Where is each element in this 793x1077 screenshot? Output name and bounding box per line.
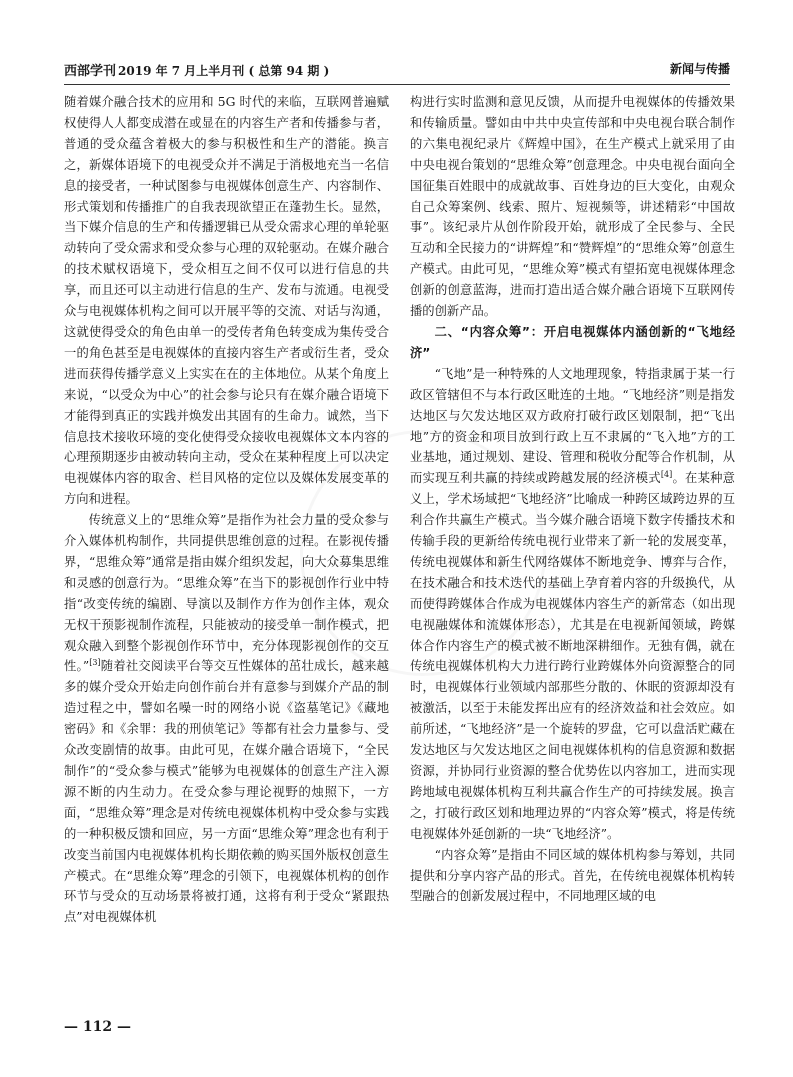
body-paragraph: 构进行实时监测和意见反馈，从而提升电视媒体的传播效果和传输质量。譬如由中共中央宣传部和中央电视台联合制作的六集电视纪录片《辉煌中国》，在生产模式上就采用了由中央电视台策划的“思维众筹”创意理念。中央电视台面向全国征集百姓眼中的成就故事、百姓身边的巨大变化，由观众自己众筹案例、线索、照片、短视频等，讲述精彩“中国故事”。该纪录片从创作阶段开始，就形成了全民参与、全民互动和全民接力的“讲辉煌”和“赞辉煌”的“思维众筹”创意生产模式。由此可见，“思维众筹”模式有望拓宽电视媒体理念创新的创意蓝海，进而打造出适合媒介融合语境下互联网传播的创新产品。 [410,95,735,319]
citation-ref: [4] [660,470,673,480]
header-divider [64,84,730,85]
body-paragraph: “内容众筹”是指由不同区域的媒体机构参与筹划，共同提供和分享内容产品的形式。首先，在传统电视媒体机构转型融合的创新发展过程中，不同地理区域的电 [410,847,735,904]
section-heading: 二、“内容众筹”：开启电视媒体内涵创新的“飞地经济” [410,324,735,360]
page-number: — 112 — [64,1019,131,1035]
citation-ref: [3] [89,658,101,668]
section-title: 新闻与传播 [669,62,730,76]
body-paragraph: 传统意义上的“思维众筹”是指作为社会力量的受众参与介入媒体机构制作，共同提供思维创意的过程。在影视传播界，“思维众筹”通常是指由媒介组织发起，向大众募集思维和灵感的创意行为。“思维众筹”在当下的影视创作行业中特指“改变传统的编剧、导演以及制作方作为创作主体，观众无权干预影视制作流程，只能被动的接受单一制作模式，把观众融入到整个影视创作环节中，充分体现影视创作的交互性。”[3]随着社交阅读平台等交互性媒体的茁壮成长，越来越多的媒介受众开始走向创作前台并有意参与到媒介产品的制造过程之中，譬如名噪一时的网络小说《盗墓笔记》《藏地密码》和《余罪：我的刑侦笔记》等都有社会力量参与、受众改变剧情的故事。由此可见，在媒介融合语境下，“全民制作”的“受众参与模式”能够为电视媒体的创意生产注入源源不断的内生动力。在受众参与理论视野的烛照下，一方面，“思维众筹”理念是对传统电视媒体机构中受众参与实践的一种积极反馈和回应，另一方面“思维众筹”理念也有利于改变当前国内电视媒体机构长期依赖的购买国外版权创意生产模式。在“思维众筹”理念的引领下，电视媒体机构的创作环节与受众的互动场景将被打通，这将有利于受众“紧跟热点”对电视媒体机 [64,513,389,925]
right-column [410,92,735,1057]
journal-logo: 西部学刊 [64,64,117,79]
issue-info: 2019 年 7 月上半月刊 ( 总第 94 期 ) [118,64,330,78]
body-paragraph: 随着媒介融合技术的应用和 5G 时代的来临，互联网普遍赋权使得人人都变成潜在或显在的内容生产者和传播参与者，普通的受众蕴含着极大的参与积极性和生产的潜能。换言之，新媒体语境下的电视受众并不满足于消极地充当一名信息的接受者，一种试图参与电视媒体创意生产、内容制作、形式策划和传播推广的自我表现欲望正在蓬勃生长。显然，当下媒介信息的生产和传播逻辑已从受众需求心理的单轮驱动转向了受众需求和受众参与心理的双轮驱动。在媒介融合的技术赋权语境下，受众相互之间不仅可以进行信息的共享，而且还可以主动进行信息的生产、发布与流通。电视受众与电视媒体机构之间可以开展平等的交流、对话与沟通，这就使得受众的角色由单一的受传者角色转变成为集传受合一的角色甚至是电视媒体的直接内容生产者或衍生者，受众进而获得传播学意义上实实在在的主体地位。从某个角度上来说，“以受众为中心”的社会参与论只有在媒介融合语境下才能得到真正的实践并焕发出其固有的生命力。诚然，当下信息技术接收环境的变化使得受众接收电视媒体文本内容的心理预期逐步由被动转向主动，受众在某种程度上可以决定电视媒体内容的取舍、栏目风格的定位以及媒体发展变革的方向和进程。 [64,95,389,507]
header-left [64,60,329,79]
left-column [64,92,389,1027]
body-paragraph: “飞地”是一种特殊的人文地理现象，特指隶属于某一行政区管辖但不与本行政区毗连的土地。“飞地经济”则是指发达地区与欠发达地区双方政府打破行政区划限制，把“飞出地”方的资金和项目放到行政上互不隶属的“飞入地”方的工业基地，通过规划、建设、管理和税收分配等合作机制，从而实现互利共赢的持续或跨越发展的经济模式[4]。在某种意义上，学术场域把“飞地经济”比喻成一种跨区域跨边界的互利合作共赢生产模式。当今媒介融合语境下数字传播技术和传输手段的更新给传统电视行业带来了新一轮的发展变革，传统电视媒体和新生代网络媒体不断地竞争、博弈与合作，在技术融合和技术迭代的基础上孕育着内容的升级换代，从而使得跨媒体合作成为电视媒体内容生产的新常态（如出现电视融媒体和流媒体形态），尤其是在电视新闻领域，跨媒体合作内容生产的模式被不断地深耕细作。无独有偶，就在传统电视媒体机构大力进行跨行业跨媒体外向资源整合的同时，电视媒体行业领域内部那些分散的、休眠的资源却没有被激活，以至于未能发挥出应有的经济效益和社会效应。如前所述，“飞地经济”是一个旋转的罗盘，它可以盘活贮藏在发达地区与欠发达地区之间电视媒体机构的信息资源和数据资源，并协同行业资源的整合优势佐以内容加工，进而实现跨地域电视媒体机构互利共赢合作生产的可持续发展。换言之，打破行政区划和地理边界的“内容众筹”模式，将是传统电视媒体外延创新的一块“飞地经济”。 [410,366,735,841]
running-header [64,60,730,82]
